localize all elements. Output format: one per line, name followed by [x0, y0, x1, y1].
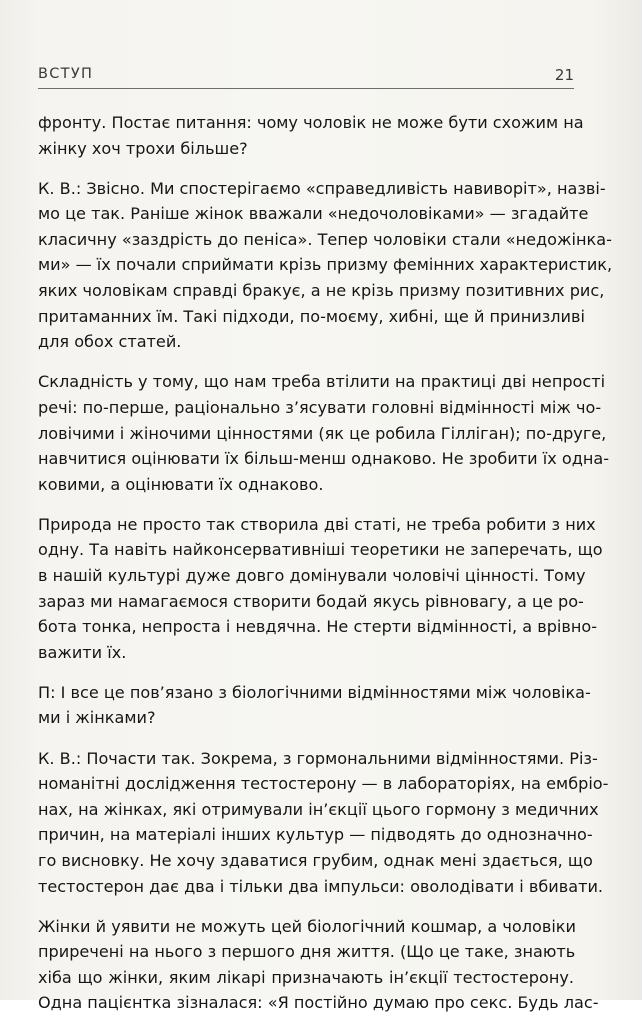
paragraph: [38, 512, 603, 666]
text-line: ловічими і жіночими цінностями (як це робила Гілліган); по-друге,: [38, 423, 607, 443]
text-line: го висновку. Не хочу здаватися грубим, однак мені здається, що: [38, 850, 593, 870]
text-line: яких чоловікам справді бракує, а не крізь призму позитивних рис,: [38, 281, 605, 301]
text-line: причин, на матеріалі інших культур — підводять до однозначно-: [38, 825, 593, 845]
text-line: Складність у тому, що нам треба втілити на практиці дві непрості: [38, 372, 606, 392]
text-line: К. В.: Звісно. Ми спостерігаємо «справедливість навиворіт», назві-: [38, 178, 606, 198]
paragraph: [38, 746, 609, 900]
text-line: К. В.: Почасти так. Зокрема, з гормональними відмінностями. Різ-: [38, 748, 598, 768]
paragraph: [38, 914, 599, 1016]
text-line: класичну «заздрість до пеніса». Тепер чоловіки стали «недожінка-: [38, 229, 612, 249]
body-text: [38, 110, 613, 1031]
running-header: [38, 62, 574, 89]
text-line: одну. Та навіть найконсервативніші теоретики не заперечать, що: [38, 540, 603, 560]
text-line: важити їх.: [38, 642, 127, 662]
text-line: зараз ми намагаємося створити бодай якусь рівновагу, а це ро-: [38, 591, 584, 611]
text-line: ми і жінками?: [38, 708, 156, 728]
text-line: для обох статей.: [38, 332, 182, 352]
text-line: тестостерон дає два і тільки два імпульси: оволодівати і вбивати.: [38, 876, 604, 896]
text-line: ковими, а оцінювати їх однаково.: [38, 474, 324, 494]
text-line: фронту. Постає питання: чому чоловік не може бути схожим на: [38, 113, 584, 132]
text-line: П: І все це пов’язано з біологічними відмінностями між чоловіка-: [38, 682, 591, 702]
text-line: притаманних їм. Такі підходи, по-моєму, хибні, ще й принизливі: [38, 306, 585, 326]
text-line: хіба що жінки, яким лікарі призначають ін’єкції тестостерону.: [38, 967, 574, 987]
page-number: 21: [554, 66, 574, 84]
text-line: жінку хоч трохи більше?: [38, 138, 248, 158]
paragraph: [38, 176, 613, 355]
section-title: ВСТУП: [38, 66, 94, 82]
text-line: в нашій культурі дуже довго домінували чоловічі цінності. Тому: [38, 566, 586, 585]
text-line: нах, на жінках, які отримували ін’єкції цього гормону з медичних: [38, 799, 599, 819]
text-line: номанітні дослідження тестостерону — в лабораторіях, на ембріо-: [38, 774, 609, 794]
text-line: речі: по-перше, раціонально з’ясувати головні відмінності між чо-: [38, 397, 602, 417]
paragraph: [38, 680, 591, 731]
text-line: ми» — їх почали сприймати крізь призму фемінних характеристик,: [38, 255, 613, 275]
text-line: навчитися оцінювати їх більш-менш однаково. Не зробити їх одна-: [38, 449, 610, 469]
text-line: Природа не просто так створила дві статі, не треба робити з них: [38, 514, 596, 534]
paragraph: [38, 369, 610, 497]
paragraph: [38, 110, 584, 161]
text-line: Одна пацієнтка зізналася: «Я постійно думаю про секс. Будь лас-: [38, 993, 599, 1013]
text-line: приречені на нього з першого дня життя. (Що це таке, знають: [38, 942, 576, 962]
text-line: бота тонка, непроста і невдячна. Не стерти відмінності, а врівно-: [38, 617, 598, 637]
text-line: Жінки й уявити не можуть цей біологічний кошмар, а чоловіки: [38, 916, 576, 936]
text-line: мо це так. Раніше жінок вважали «недочоловіками» — згадайте: [38, 204, 589, 224]
